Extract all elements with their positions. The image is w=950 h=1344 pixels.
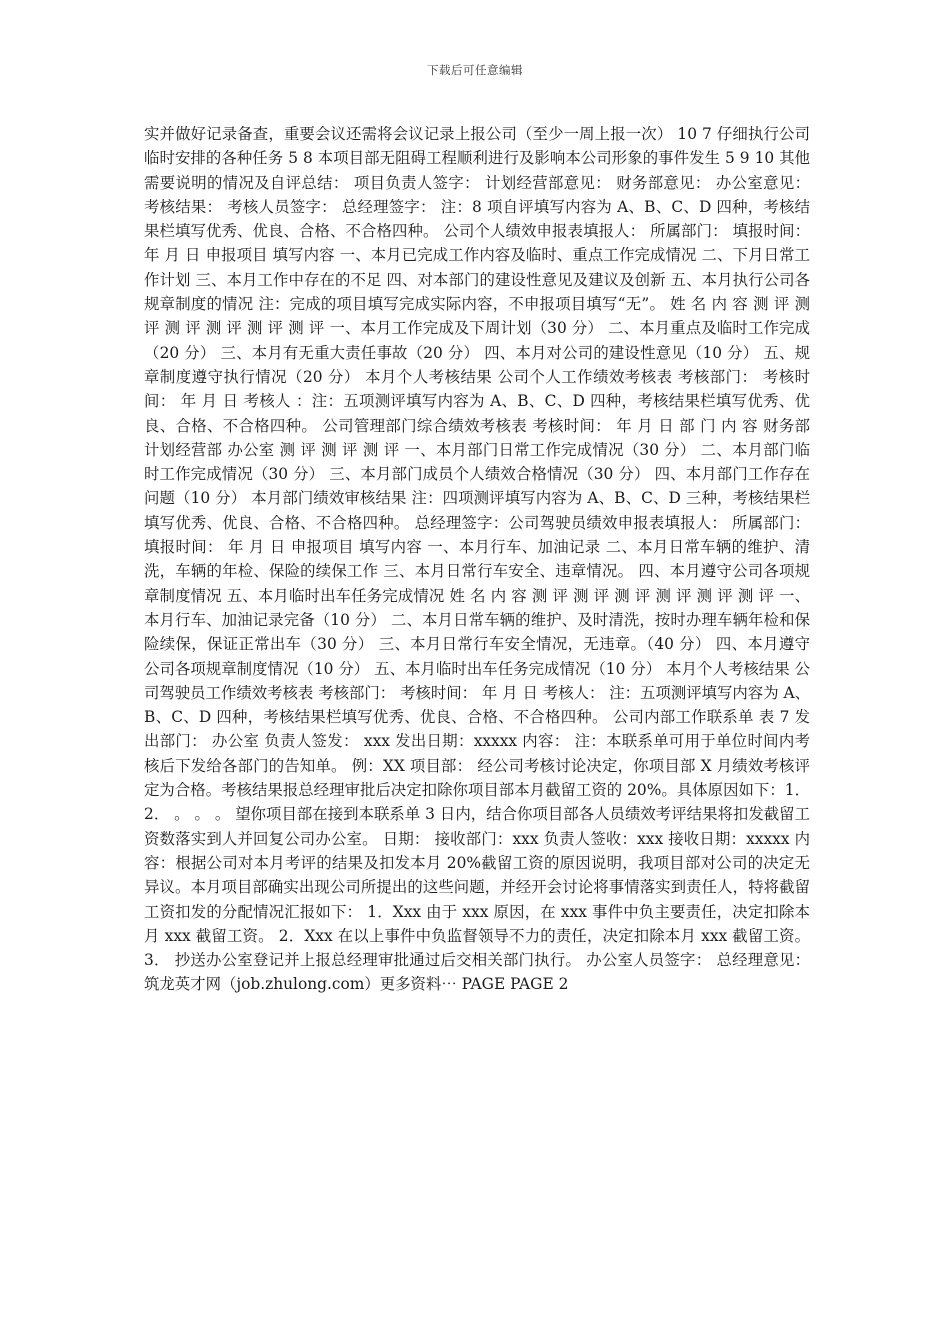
page-header: 下载后可任意编辑	[427, 63, 523, 77]
document-body-text: 实并做好记录备查，重要会议还需将会议记录上报公司（至少一周上报一次） 10 7 仔细执行公司临时安排的各种任务 5 8 本项目部无阻碍工程顺利进行及影响本公司形象的事件发生 5 9 10 其他需要说明的情况及自评总结： 项目负责人签字： 计划经营部意见： 财务部意见： 办公室意见： 考核结果： 考核人员签字： 总经理签字： 注：8 项自评填写内容为 A、B、C、D 四种，考核结果栏填写优秀、优良、合格、不合格四种。 公司个人绩效申报表填报人： 所属部门： 填报时间： 年 月 日 申报项目 填写内容 一、本月已完成工作内容及临时、重点工作完成情况 二、下月日常工作计划 三、本月工作中存在的不足 四、对本部门的建设性意见及建议及创新 五、本月执行公司各规章制度的情况 注：完成的项目填写完成实际内容，不申报项目填写“无”。 姓 名 内 容 测 评 测 评 测 评 测 评 测 评 测 评 一、本月工作完成及下周计划（30 分） 二、本月重点及临时工作完成（20 分） 三、本月有无重大责任事故（20 分） 四、本月对公司的建设性意见（10 分） 五、规章制度遵守执行情况（20 分） 本月个人考核结果 公司个人工作绩效考核表 考核部门： 考核时间： 年 月 日 考核人 ：注：五项测评填写内容为 A、B、C、D 四种，考核结果栏填写优秀、优良、合格、不合格四种。 公司管理部门综合绩效考核表 考核时间： 年 月 日 部 门 内 容 财务部 计划经营部 办公室 测 评 测 评 测 评 一、本月部门日常工作完成情况（30 分） 二、本月部门临时工作完成情况（30 分） 三、本月部门成员个人绩效合格情况（30 分） 四、本月部门工作存在问题（10 分） 本月部门绩效审核结果 注：四项测评填写内容为 A、B、C、D 三种，考核结果栏填写优秀、优良、合格、不合格四种。 总经理签字：公司驾驶员绩效申报表填报人： 所属部门： 填报时间： 年 月 日 申报项目 填写内容 一、本月行车、加油记录 二、本月日常车辆的维护、清洗，车辆的年检、保险的续保工作 三、本月日常行车安全、违章情况。 四、本月遵守公司各项规章制度情况 五、本月临时出车任务完成情况 姓 名 内 容 测 评 测 评 测 评 测 评 测 评 测 评 一、本月行车、加油记录完备（10 分） 二、本月日常车辆的维护、及时清洗，按时办理车辆年检和保险续保，保证正常出车（30 分） 三、本月日常行车安全情况，无违章。（40 分） 四、本月遵守公司各项规章制度情况（10 分） 五、本月临时出车任务完成情况（10 分） 本月个人考核结果 公司驾驶员工作绩效考核表 考核部门： 考核时间： 年 月 日 考核人： 注：五项测评填写内容为 A、B、C、D 四种，考核结果栏填写优秀、优良、合格、不合格四种。 公司内部工作联系单 表 7 发出部门： 办公室 负责人签发： xxx 发出日期：xxxxx 内容： 注：本联系单可用于单位时间内考核后下发给各部门的告知单。 例：XX 项目部： 经公司考核讨论决定，你项目部 X 月绩效考核评定为合格。考核结果报总经理审批后决定扣除你项目部本月截留工资的 20%。具体原因如下：1． 2． 。 。 。 望你项目部在接到本联系单 3 日内，结合你项目部各人员绩效考评结果将扣发截留工资数落实到人并回复公司办公室。 日期： 接收部门：xxx 负责人签收：xxx 接收日期：xxxxx 内容：根据公司对本月考评的结果及扣发本月 20%截留工资的原因说明，我项目部对公司的决定无异议。本月项目部确实出现公司所提出的这些问题，并经开会讨论将事情落实到责任人，特将截留工资扣发的分配情况汇报如下： 1．Xxx 由于 xxx 原因，在 xxx 事件中负主要责任，决定扣除本月 xxx 截留工资。 2．Xxx 在以上事件中负监督领导不力的责任，决定扣除本月 xxx 截留工资。 3． 抄送办公室登记并上报总经理审批通过后交相关部门执行。 办公室人员签字： 总经理意见： 筑龙英才网（job.zhulong.com）更多资料⋯ PAGE PAGE 2	[144, 125, 811, 994]
